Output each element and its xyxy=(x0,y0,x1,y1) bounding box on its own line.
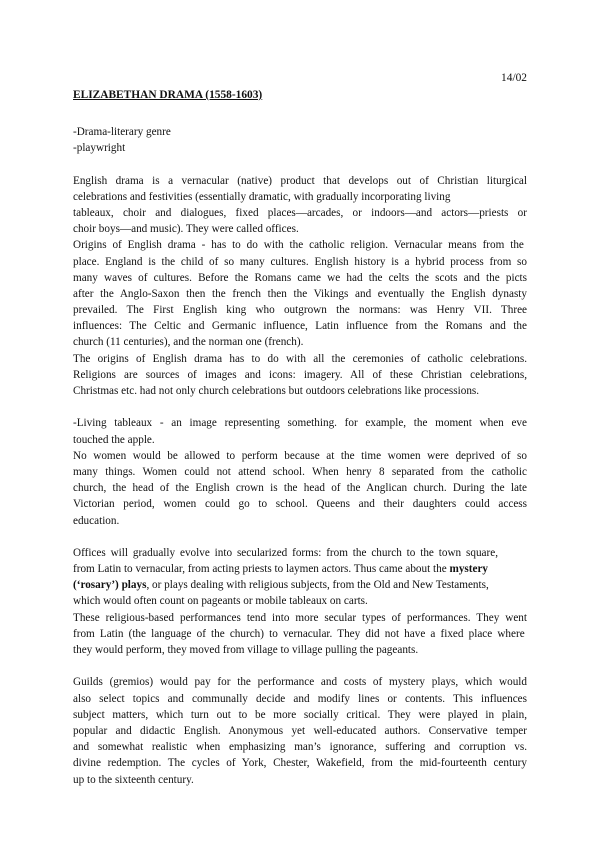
text-line: -Living tableaux - an image representing something. for example, the moment when eve xyxy=(73,417,527,430)
paragraph-living-tableaux xyxy=(73,415,527,447)
text-line: church, the head of the English crown is the head of the Anglican church. During the late xyxy=(73,482,527,495)
text-line: from Latin (the language of the church) to vernacular. They did not have a fixed place where xyxy=(73,627,525,640)
text-line: prevailed. The First English king who outgrown the normans: was Henry VII. Three xyxy=(73,304,527,317)
text-line: English drama is a vernacular (native) product that develops out of Christian liturgical xyxy=(73,174,527,187)
intro-list xyxy=(73,124,527,156)
text-line: divine redemption. The cycles of York, Chester, Wakefield, from the mid-fourteenth century xyxy=(73,757,527,770)
paragraph-secular-performances xyxy=(73,610,527,659)
text-line: place. England is the child of so many cultures. English history is a hybrid process from so xyxy=(73,255,527,268)
text-line: and somewhat realistic when emphasizing man’s ignorance, suffering and corruption vs. xyxy=(73,741,527,754)
paragraph-secularized-forms xyxy=(73,545,527,610)
text-line: church (11 centuries), and the norman one (french). xyxy=(73,336,304,349)
paragraph-guilds xyxy=(73,674,527,787)
text-line: No women would be allowed to perform because at the time women were deprived of so xyxy=(73,449,527,462)
text-line: they would perform, they moved from village to village pulling the pageants. xyxy=(73,644,419,656)
text-line: choir boys—and music). They were called offices. xyxy=(73,223,299,236)
text-line: which would often count on pageants or mobile tableaux on carts. xyxy=(73,595,368,608)
text-line: also select topics and communally decide and modify lines or contents. This influences xyxy=(73,692,527,705)
text-line: touched the apple. xyxy=(73,433,155,446)
text-line: influences: The Celtic and Germanic influence, Latin influence from the Romans and the xyxy=(73,320,527,333)
text-line: education. xyxy=(73,514,120,527)
text-line: Christmas etc. had not only church celebrations but outdoors celebrations like processions. xyxy=(73,385,480,397)
text-line: from Latin to vernacular, from acting priests to laymen actors. Thus came about the mystery xyxy=(73,563,489,576)
text-line: many waves of cultures. Before the Romans came we had the celts the scots and the picts xyxy=(73,271,527,284)
text-line: Victorian period, women could go to school. Queens and their daughters could access xyxy=(73,498,527,511)
text-line: The origins of English drama has to do with all the ceremonies of catholic celebrations. xyxy=(73,352,527,365)
document-body xyxy=(73,124,527,788)
text-line: Religions are sources of images and icons: imagery. All of these Christian celebrations, xyxy=(73,368,527,381)
rosary-plays-term: (‘rosary’) plays xyxy=(73,579,147,592)
text-line: Origins of English drama - has to do with the catholic religion. Vernacular means from the xyxy=(73,239,524,252)
paragraph-women-performers xyxy=(73,448,527,529)
text-line: celebrations and festivities (essentially dramatic, with gradually incorporating living xyxy=(73,190,451,203)
document-date: 14/02 xyxy=(501,72,527,84)
text-line: many things. Women could not attend school. When henry 8 separated from the catholic xyxy=(73,465,527,478)
document-page xyxy=(73,0,527,848)
text-line: -Drama-literary genre xyxy=(73,126,171,138)
paragraph-catholic-celebrations xyxy=(73,351,527,400)
text-line: Offices will gradually evolve into secularized forms: from the church to the town square, xyxy=(73,546,498,559)
text-line: after the Anglo-Saxon then the french then the Vikings and eventually the English dynasty xyxy=(73,287,527,300)
text-line: popular and didactic English. Anonymous yet well-educated authors. Conservative temper xyxy=(73,724,527,737)
text-line: tableaux, choir and dialogues, fixed places—arcades, or indoors—and actors—priests or xyxy=(73,206,527,219)
text-line: These religious-based performances tend into more secular types of performances. They went xyxy=(73,611,527,624)
text-line: (‘rosary’) plays, or plays dealing with religious subjects, from the Old and New Testaments, xyxy=(73,579,489,592)
document-title: ELIZABETHAN DRAMA (1558-1603) xyxy=(73,89,263,101)
paragraph-liturgical-origins xyxy=(73,173,527,238)
text-line: up to the sixteenth century. xyxy=(73,773,194,786)
mystery-term: mystery xyxy=(449,563,489,576)
text-line: -playwright xyxy=(73,142,126,155)
text-line: Guilds (gremios) would pay for the performance and costs of mystery plays, which would xyxy=(73,676,527,689)
paragraph-origins-of-english-drama xyxy=(73,237,527,350)
text-line: subject matters, which turn out to be more socially critical. They were played in plain, xyxy=(73,708,527,721)
